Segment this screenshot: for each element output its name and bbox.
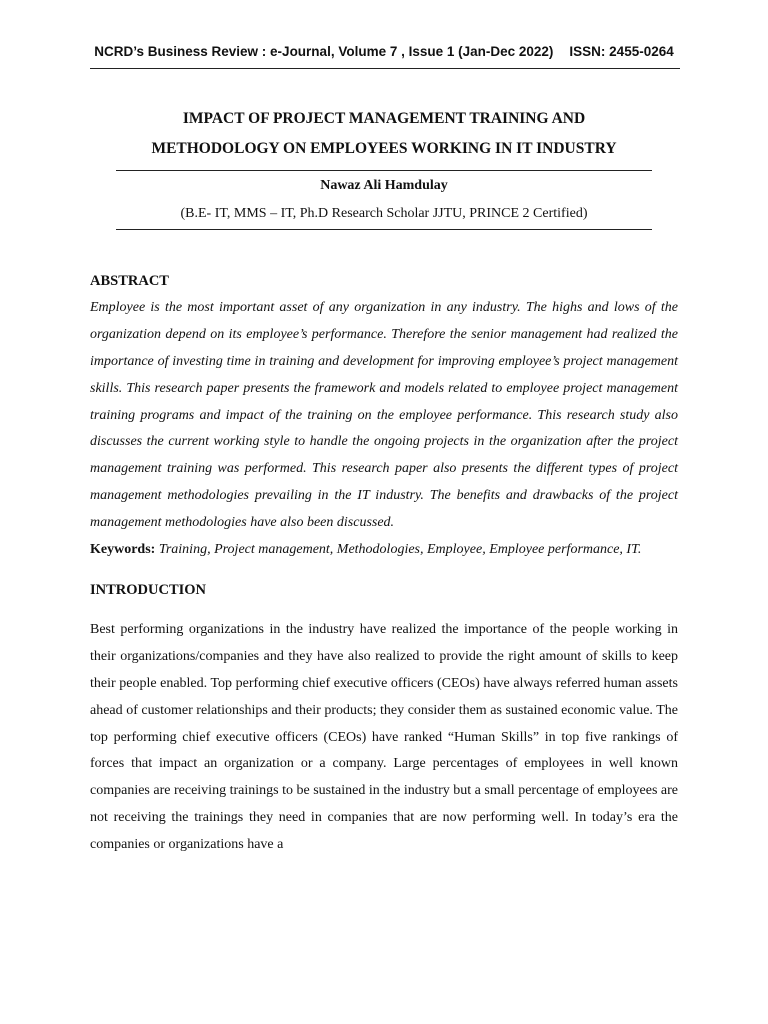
keywords <box>90 537 678 564</box>
abstract-heading: ABSTRACT <box>90 273 169 289</box>
header-divider <box>90 68 680 69</box>
author-affiliation: (B.E- IT, MMS – IT, Ph.D Research Scholar JJTU, PRINCE 2 Certified) <box>180 206 588 221</box>
keywords-values: Training, Project management, Methodologies, Employee, Employee performance, IT. <box>158 542 642 558</box>
abstract-text: Employee is the most important asset of any organization in any industry. The highs and lows of the organization depend on its employee’s performance. Therefore the senior management had realized the importance of investing time in training and development for improving employee’s project management skills. This research paper presents the framework and models related to employee project management training programs and impact of the training on the employee performance. This research study also discusses the current working style to handle the ongoing projects in the organization after the project management training was performed. This research paper also presents the different types of project management methodologies prevailing in the IT industry. The benefits and drawbacks of the project management methodologies have also been discussed. <box>90 299 678 531</box>
journal-citation: NCRD’s Business Review : e-Journal, Volume 7 , Issue 1 (Jan-Dec 2022) <box>94 44 554 59</box>
paper-title-line-2: METHODOLOGY ON EMPLOYEES WORKING IN IT INDUSTRY <box>151 140 617 157</box>
keywords-label: Keywords: <box>90 542 156 558</box>
paper-title-line-1: IMPACT OF PROJECT MANAGEMENT TRAINING AND <box>182 110 586 127</box>
journal-header <box>0 44 768 59</box>
affiliation-divider <box>116 229 652 230</box>
introduction-heading: INTRODUCTION <box>90 581 207 598</box>
paper-body <box>90 268 678 859</box>
author-name: Nawaz Ali Hamdulay <box>320 178 448 193</box>
title-divider <box>116 170 652 171</box>
paper-title <box>80 104 688 164</box>
journal-issn: ISSN: 2455-0264 <box>569 44 674 59</box>
introduction-text: Best performing organizations in the industry have realized the importance of the people working in their organizations/companies and they have also realized to provide the right amount of skills to keep their people enabled. Top performing chief executive officers (CEOs) have always referred human assets ahead of customer relationships and their products; they consider them as sustained economic value. The top performing chief executive officers (CEOs) have ranked “Human Skills” in top five rankings of forces that impact an organization or a company. Large percentages of employees in well known companies are receiving trainings to be sustained in the industry but a small percentage of employees are not receiving the trainings they need in companies that are now performing well. In today’s era the companies or organizations have a <box>90 621 678 853</box>
